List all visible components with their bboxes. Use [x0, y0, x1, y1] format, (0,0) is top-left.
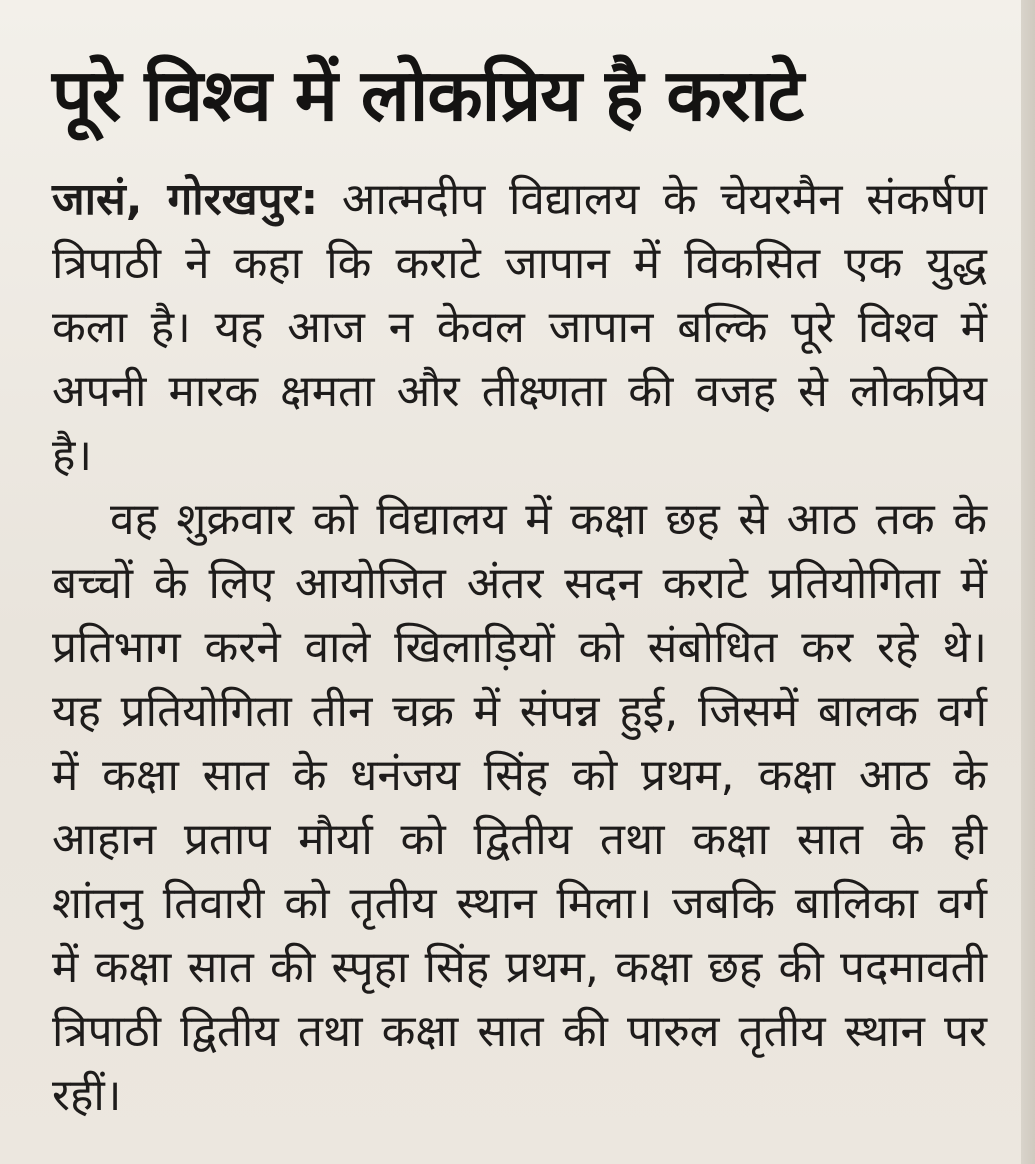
article-headline: पूरे विश्व में लोकप्रिय है कराटे	[52, 53, 804, 137]
article-paragraph-1-text: आत्मदीप विद्यालय के चेयरमैन संकर्षण त्रिपाठी ने कहा कि कराटे जापान में विकसित एक युद्ध कला है। यह आज न केवल जापान बल्कि पूरे विश्व में अपनी मारक क्षमता और तीक्ष्णता की वजह से लोकप्रिय है।	[52, 174, 987, 481]
article-column	[52, 40, 987, 1128]
article-paragraph-2: वह शुक्रवार को विद्यालय में कक्षा छह से आठ तक के बच्चों के लिए आयोजित अंतर सदन कराटे प्रतियोगिता में प्रतिभाग करने वाले खिलाड़ियों को संबोधित कर रहे थे। यह प्रतियोगिता तीन चक्र में संपन्न हुई, जिसमें बालक वर्ग में कक्षा सात के धनंजय सिंह को प्रथम, कक्षा आठ के आहान प्रताप मौर्या को द्वितीय तथा कक्षा सात के ही शांतनु तिवारी को तृतीय स्थान मिला। जबकि बालिका वर्ग में कक्षा सात की स्पृहा सिंह प्रथम, कक्षा छह की पदमावती त्रिपाठी द्वितीय तथा कक्षा सात की पारुल तृतीय स्थान पर रहीं।	[52, 494, 987, 1121]
article-paragraph-1	[52, 168, 987, 488]
article-dateline: जासं, गोरखपुर:	[52, 174, 319, 225]
page-edge	[1021, 0, 1035, 1164]
